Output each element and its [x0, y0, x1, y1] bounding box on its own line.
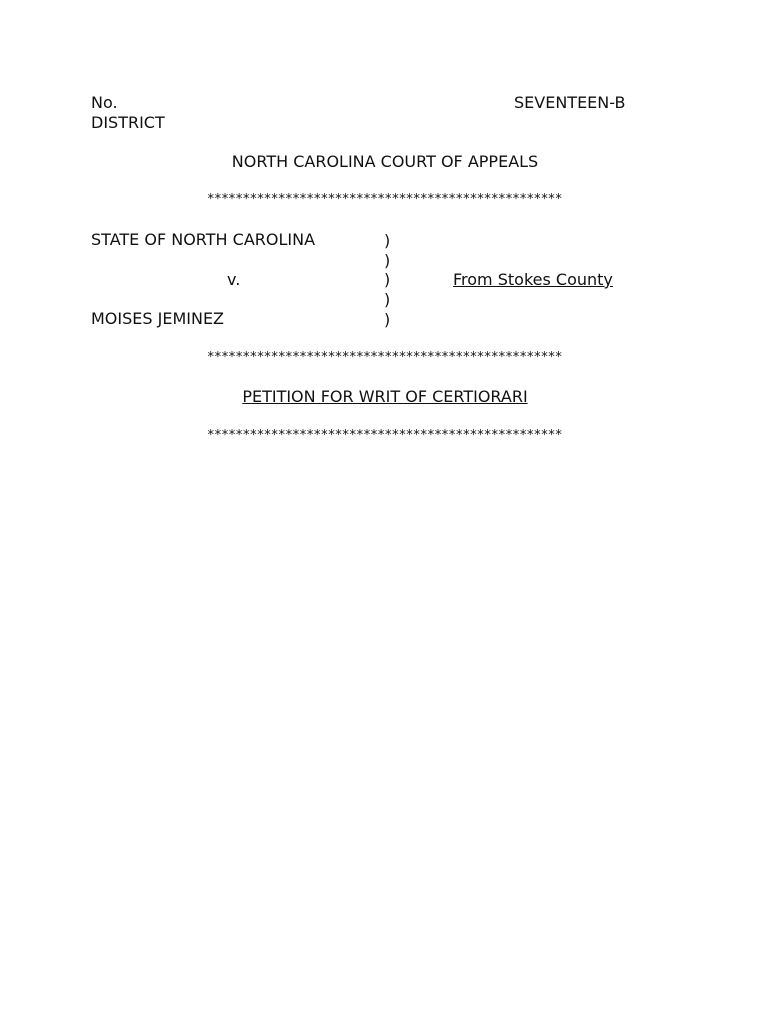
separator-top: ************************************************** — [207, 192, 563, 207]
district-number: SEVENTEEN-B — [514, 93, 626, 112]
district-label: DISTRICT — [91, 113, 165, 132]
versus-label: v. — [227, 270, 241, 289]
caption-paren: ) — [384, 290, 391, 309]
caption-paren: ) — [384, 251, 391, 270]
document-title-text: PETITION FOR WRIT OF CERTIORARI — [242, 387, 528, 406]
document-title — [0, 387, 770, 407]
separator-bottom: ************************************************** — [207, 428, 563, 443]
caption-paren: ) — [384, 270, 391, 289]
separator-middle: ************************************************** — [207, 350, 563, 365]
origin-county: From Stokes County — [453, 270, 613, 289]
caption-paren: ) — [384, 310, 391, 329]
court-name: NORTH CAROLINA COURT OF APPEALS — [231, 152, 539, 171]
plaintiff-name: STATE OF NORTH CAROLINA — [91, 230, 316, 249]
defendant-name: MOISES JEMINEZ — [91, 309, 225, 328]
caption-paren: ) — [384, 231, 391, 250]
case-number-label: No. — [91, 93, 118, 112]
